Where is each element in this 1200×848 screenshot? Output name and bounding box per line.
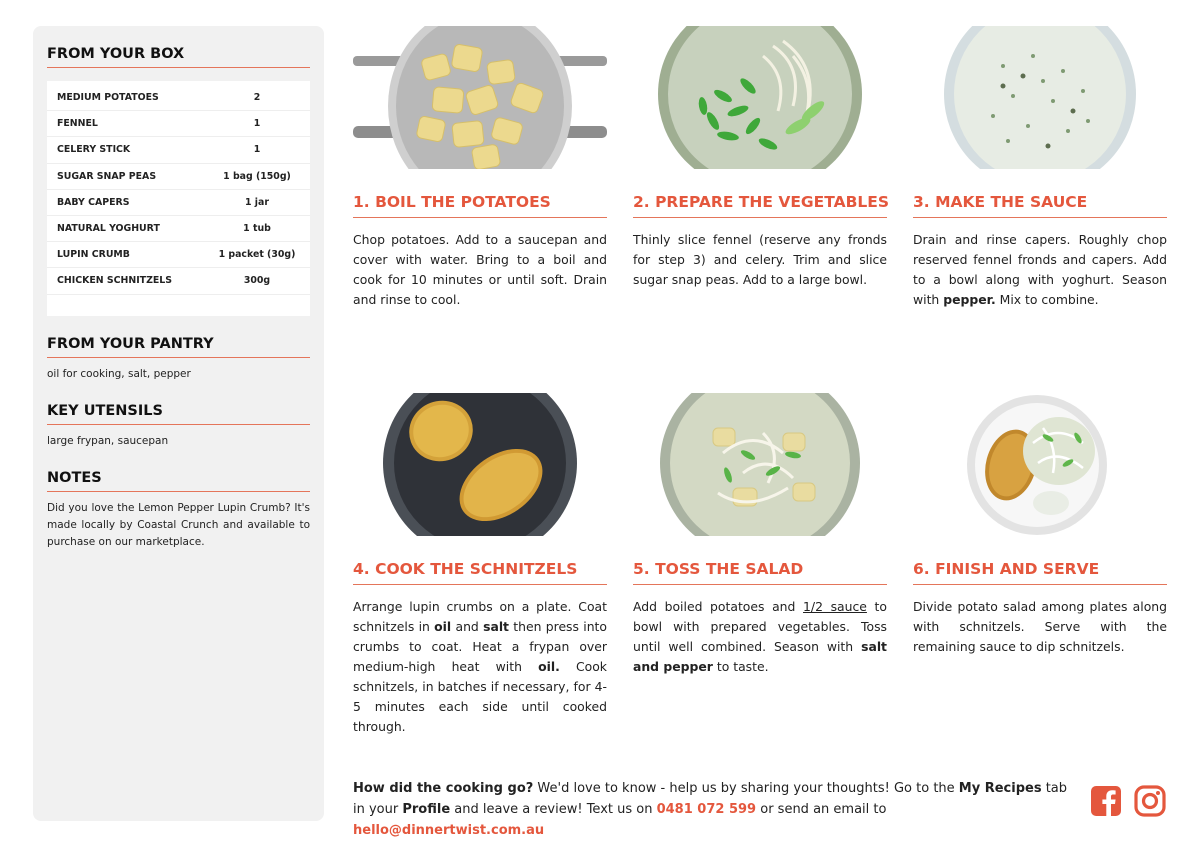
ingredient-qty: 1 bag (150g) [223,170,291,182]
ingredient-name: MEDIUM POTATOES [57,92,159,104]
step-3-text: Drain and rinse capers. Roughly chop reserved fennel fronds and capers. Add to a bowl along with yoghurt. Season with pepper. Mix to combine. [913,232,1167,307]
phone-link[interactable]: 0481 072 599 [656,802,757,817]
box-ingredients-table [47,81,310,316]
step-2-title: 2. PREPARE THE VEGETABLES [633,193,887,218]
utensils-title: KEY UTENSILS [47,403,310,425]
step-5 [633,393,887,677]
step-2-text: Thinly slice fennel (reserve any fronds for step 3) and celery. Trim and slice sugar snap peas. Add to a large bowl. [633,232,887,287]
step-1 [353,26,607,310]
ingredient-qty: 1 tub [243,223,271,235]
notes-section [47,470,310,551]
utensils-text: large frypan, saucepan [47,435,169,447]
ingredient-name: FENNEL [57,118,98,130]
step-1-title: 1. BOIL THE POTATOES [353,193,607,218]
step-2 [633,26,890,290]
step-1-photo [353,26,607,169]
pantry-title: FROM YOUR PANTRY [47,336,310,358]
table-row [47,111,310,137]
ingredient-qty: 1 jar [245,196,269,208]
ingredient-qty: 300g [243,275,271,287]
step-5-title: 5. TOSS THE SALAD [633,560,887,585]
step-3 [913,26,1167,310]
notes-text: Did you love the Lemon Pepper Lupin Crumb? It's made locally by Coastal Crunch and available to purchase on our marketplace. [47,502,310,548]
step-4-text: Arrange lupin crumbs on a plate. Coat schnitzels in oil and salt then press into crumbs to coat. Heat a frypan over medium-high heat with oil. Cook schnitzels, in batches if necessary, for 4-5 minutes each side until cooked through. [353,599,607,734]
table-row [47,137,310,163]
step-6-photo [913,393,1167,536]
ingredient-name: SUGAR SNAP PEAS [57,170,157,182]
step-4-title: 4. COOK THE SCHNITZELS [353,560,607,585]
step-6 [913,393,1167,657]
email-link[interactable]: hello@dinnertwist.com.au [353,823,545,838]
step-3-title: 3. MAKE THE SAUCE [913,193,1167,218]
ingredient-name: LUPIN CRUMB [57,249,130,261]
notes-title: NOTES [47,470,310,492]
ingredient-qty: 1 packet (30g) [218,249,296,261]
table-row [47,216,310,242]
table-row [47,190,310,216]
utensils-section [47,403,310,450]
step-5-photo [633,393,887,536]
ingredient-qty: 1 [253,118,261,130]
step-6-text: Divide potato salad among plates along with schnitzels. Serve with the remaining sauce to dip schnitzels. [913,599,1167,654]
ingredient-name: CHICKEN SCHNITZELS [57,275,173,287]
step-4-photo [353,393,607,536]
ingredient-name: BABY CAPERS [57,196,130,208]
pantry-text: oil for cooking, salt, pepper [47,368,191,380]
feedback-footer: How did the cooking go? We'd love to know - help us by sharing your thoughts! Go to the My Recipes tab in your Profile and leave a review! Text us on 0481 072 599 or send an email to hello@dinnertwist.com.au [353,781,1068,838]
table-row [47,85,310,111]
table-row [47,242,310,268]
step-3-photo [913,26,1167,169]
ingredient-name: CELERY STICK [57,144,131,156]
ingredient-qty: 2 [253,92,261,104]
box-title: FROM YOUR BOX [47,46,310,68]
table-row [47,164,310,190]
table-row [47,268,310,294]
ingredients-sidebar [33,26,324,821]
facebook-icon[interactable] [1090,785,1122,817]
step-2-photo [633,26,887,169]
step-1-text: Chop potatoes. Add to a saucepan and cover with water. Bring to a boil and cook for 10 minutes or until soft. Drain and rinse to cool. [353,232,607,307]
step-5-text: Add boiled potatoes and 1/2 sauce to bowl with prepared vegetables. Toss until well combined. Season with salt and pepper to taste. [633,599,887,674]
instagram-icon[interactable] [1134,785,1166,817]
ingredient-name: NATURAL YOGHURT [57,223,160,235]
ingredient-qty: 1 [253,144,261,156]
pantry-section [47,336,310,383]
step-4 [353,393,607,737]
step-6-title: 6. FINISH AND SERVE [913,560,1167,585]
